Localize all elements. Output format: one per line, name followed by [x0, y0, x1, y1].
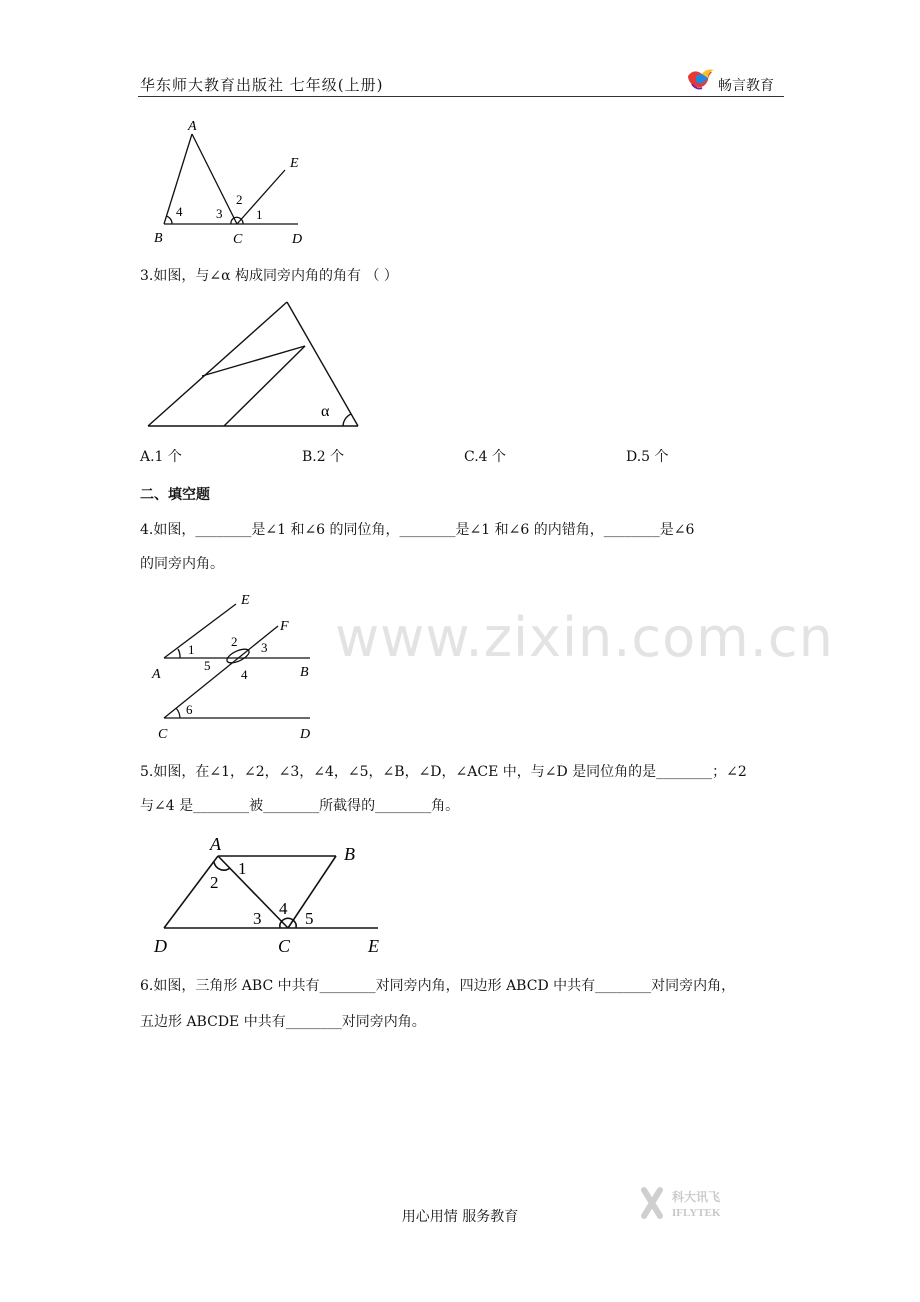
question-6-line1: 6.如图，三角形 ABC 中共有________对同旁内角，四边形 ABCD 中共有________对同旁内角，	[140, 978, 736, 994]
question-4-line2: 的同旁内角。	[140, 556, 224, 572]
fig4-label-b: B	[300, 665, 309, 680]
fig1-label-e: E	[290, 156, 299, 171]
header-brand: 畅言教育	[718, 78, 774, 94]
question-4-line1: 4.如图，________是∠1 和∠6 的同位角，________是∠1 和∠6 的内错角，________是∠6	[140, 522, 695, 538]
fig5-label-a: A	[210, 834, 221, 854]
fig5-angle-1: 1	[238, 859, 247, 878]
fig5-angle-5: 5	[305, 909, 314, 928]
section-title: 二、填空题	[140, 487, 210, 503]
q3-option-a: A.1 个	[140, 449, 182, 465]
fig1-angle-2: 2	[236, 192, 243, 207]
fig5-label-c: C	[278, 936, 291, 956]
fig5-label-b: B	[344, 844, 355, 864]
fig5-angle-2: 2	[210, 873, 219, 892]
fig1-label-b: B	[154, 231, 163, 246]
question-3: 3.如图，与∠α 构成同旁内角的角有 （ ）	[140, 268, 398, 284]
watermark: www.zixin.com.cn	[335, 606, 834, 669]
header-divider	[138, 96, 784, 97]
fig1-label-a: A	[188, 119, 197, 134]
question-5-line1: 5.如图，在∠1，∠2，∠3，∠4，∠5，∠B，∠D，∠ACE 中，与∠D 是同位角的是________；∠2	[140, 764, 747, 780]
q3-option-c: C.4 个	[464, 449, 507, 465]
header-publisher: 华东师大教育出版社 七年级(上册)	[140, 76, 384, 94]
fig5-label-d: D	[154, 936, 167, 956]
fig4-label-d: D	[300, 727, 311, 742]
brand-logo-icon	[686, 66, 716, 96]
fig4-label-a: A	[152, 667, 161, 682]
figure-parallel-lines-4	[140, 586, 340, 746]
q3-option-b: B.2 个	[302, 449, 345, 465]
fig4-angle-2: 2	[231, 634, 238, 649]
fig1-angle-4: 4	[176, 204, 183, 219]
fig1-angle-3: 3	[216, 206, 223, 221]
question-6-line2: 五边形 ABCDE 中共有________对同旁内角。	[140, 1014, 426, 1030]
fig1-label-d: D	[292, 232, 303, 247]
fig4-label-c: C	[158, 727, 168, 742]
fig4-angle-6: 6	[186, 702, 193, 717]
fig1-label-c: C	[233, 232, 243, 247]
fig4-angle-1: 1	[188, 642, 195, 657]
question-5-line2: 与∠4 是________被________所截得的________角。	[140, 798, 460, 814]
fig4-label-e: E	[241, 593, 250, 608]
iflytek-en: IFLYTEK	[672, 1207, 721, 1219]
fig4-angle-3: 3	[261, 640, 268, 655]
figure-angles-bcd	[140, 112, 340, 252]
fig5-angle-4: 4	[279, 899, 288, 918]
fig4-angle-5: 5	[204, 658, 211, 673]
q3-option-d: D.5 个	[626, 449, 669, 465]
fig3-alpha-label: α	[321, 403, 330, 420]
fig5-angle-3: 3	[253, 909, 262, 928]
figure-parallelogram-5	[140, 828, 390, 964]
fig4-angle-4: 4	[241, 667, 248, 682]
iflytek-cn: 科大讯飞	[672, 1190, 721, 1204]
footer-slogan: 用心用情 服务教育	[401, 1209, 519, 1225]
figure-triangle-alpha	[140, 294, 370, 434]
fig5-label-e: E	[368, 936, 379, 956]
fig4-label-f: F	[280, 619, 289, 634]
iflytek-logo-icon	[640, 1186, 750, 1222]
fig1-angle-1: 1	[256, 207, 263, 222]
